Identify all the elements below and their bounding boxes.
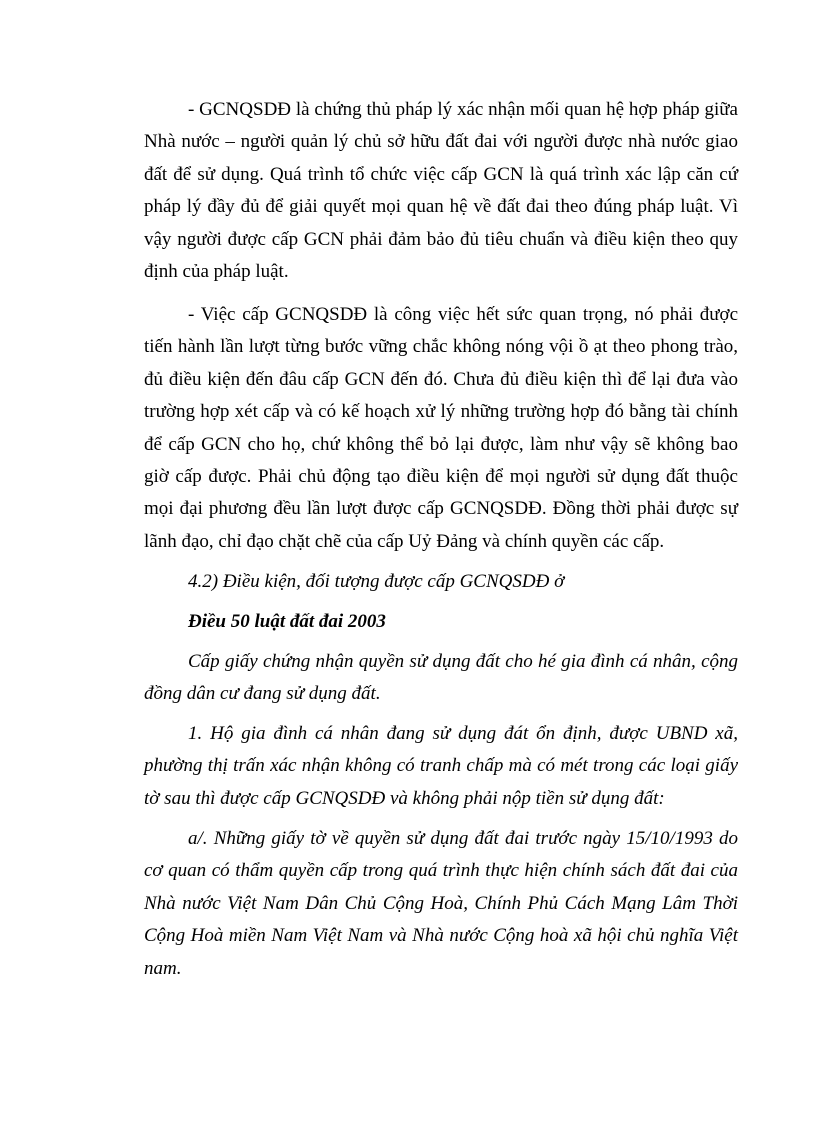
section-subheading xyxy=(144,566,738,598)
article-heading xyxy=(144,606,738,638)
italic-paragraph: Cấp giấy chứng nhận quyền sử dụng đất cho hé gia đình cá nhân, cộng đồng dân cư đang sử dụng đất. xyxy=(144,651,738,705)
italic-paragraph-clause-a xyxy=(144,823,738,985)
paragraph-gcn-importance xyxy=(144,299,738,558)
italic-paragraph: 1. Hộ gia đình cá nhân đang sử dụng đát ổn định, được UBND xã, phường thị trấn xác nhận không có tranh chấp mà có mét trong các loại giấy tờ sau thì được cấp GCNQSDĐ và không phải nộp tiền sử dụng đất: xyxy=(144,723,738,809)
body-paragraph: - GCNQSDĐ là chứng thủ pháp lý xác nhận mối quan hệ hợp pháp giữa Nhà nước – người quản lý chủ sở hữu đất đai với người được nhà nước giao đất để sử dụng. Quá trình tổ chức việc cấp GCN là quá trình xác lập căn cứ pháp lý đầy đủ để giải quyết mọi quan hệ về đất đai theo đúng pháp luật. Vì vậy người được cấp GCN phải đảm bảo đủ tiêu chuẩn và điều kiện theo quy định của pháp luật. xyxy=(144,99,738,283)
italic-paragraph-clause-1 xyxy=(144,718,738,815)
article-title: Điều 50 luật đất đai 2003 xyxy=(188,611,386,632)
italic-paragraph-intro xyxy=(144,646,738,711)
body-paragraph: - Việc cấp GCNQSDĐ là công việc hết sức quan trọng, nó phải được tiến hành lần lượt từng bước vững chắc không nóng vội ồ ạt theo phong trào, đủ điều kiện đến đâu cấp GCN đến đó. Chưa đủ điều kiện thì để lại đưa vào trường hợp xét cấp và có kế hoạch xử lý những trường hợp đó bằng tài chính để cấp GCN cho họ, chứ không thể bỏ lại được, làm như vậy sẽ không bao giờ cấp được. Phải chủ động tạo điều kiện để mọi người sử dụng đất thuộc mọi đại phương đều lần lượt được cấp GCNQSDĐ. Đồng thời phải được sự lãnh đạo, chỉ đạo chặt chẽ của cấp Uỷ Đảng và chính quyền các cấp. xyxy=(144,304,738,552)
paragraph-gcn-legal-basis xyxy=(144,94,738,288)
subheading-text: 4.2) Điều kiện, đối tượng được cấp GCNQSDĐ ở xyxy=(188,571,565,592)
italic-paragraph: a/. Những giấy tờ về quyền sử dụng đất đai trước ngày 15/10/1993 do cơ quan có thẩm quyền cấp trong quá trình thực hiện chính sách đất đai của Nhà nước Việt Nam Dân Chủ Cộng Hoà, Chính Phủ Cách Mạng Lâm Thời Cộng Hoà miền Nam Việt Nam và Nhà nước Cộng hoà xã hội chủ nghĩa Việt nam. xyxy=(144,828,738,979)
